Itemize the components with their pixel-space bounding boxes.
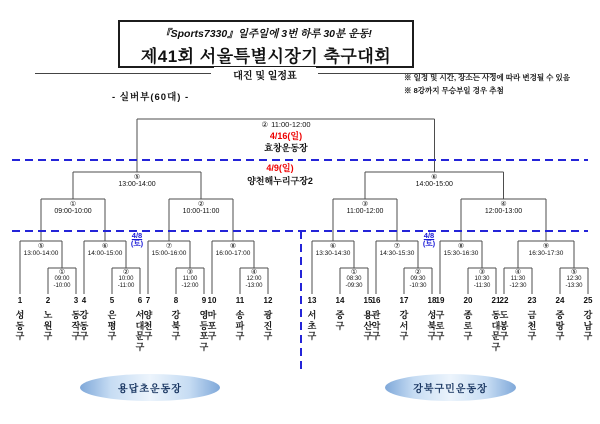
venue-oval-left: 용답초운동장 bbox=[80, 374, 220, 401]
team-number: 4 bbox=[81, 296, 87, 305]
r1-match-time: 11:30 bbox=[510, 276, 526, 282]
r1-match-time: 12:30 bbox=[566, 276, 582, 282]
r1-match-time: -09:30 bbox=[345, 282, 363, 289]
day1-weekday: (토) bbox=[130, 239, 144, 248]
team-name: 강 남 구 bbox=[583, 310, 593, 341]
day1-label-left bbox=[131, 232, 143, 248]
round1-match-label bbox=[565, 269, 582, 289]
venue-oval-right: 강북구민운동장 bbox=[385, 374, 516, 401]
r2-match-time: 15:00-16:00 bbox=[151, 250, 187, 257]
team-number: 15 bbox=[363, 296, 373, 305]
team-name: 종 로 구 bbox=[463, 310, 473, 341]
sf-match-time: 14:00-15:00 bbox=[415, 181, 453, 188]
round1-match-label bbox=[181, 269, 198, 289]
final-date: 4/16(일) bbox=[269, 131, 303, 141]
r1-match-time: -13:30 bbox=[565, 282, 583, 289]
tournament-title: 제41회 서울특별시장기 축구대회 bbox=[140, 47, 392, 66]
day1-label-right bbox=[423, 232, 435, 248]
r1-match-time: -10:00 bbox=[53, 282, 71, 289]
team-number: 2 bbox=[45, 296, 51, 305]
day1-date: 4/8 bbox=[423, 231, 435, 240]
final-match-number: ② bbox=[261, 120, 269, 129]
r1-match-number: ⑤ bbox=[570, 269, 578, 276]
final-block bbox=[261, 120, 310, 153]
r1-match-time: 10:00 bbox=[118, 276, 134, 282]
note-line: ※ 8강까지 무승부일 경우 추첨 bbox=[404, 86, 504, 95]
quarterfinal-match-label bbox=[347, 201, 384, 216]
team-name: 마 포 구 bbox=[207, 310, 217, 341]
round2-match-label bbox=[216, 243, 251, 258]
team-name: 영 등 포 구 bbox=[199, 310, 209, 352]
r1-match-number: ① bbox=[58, 269, 66, 276]
round1-match-label bbox=[53, 269, 70, 289]
quarterfinal-match-label bbox=[485, 201, 522, 216]
day1-date: 4/8 bbox=[131, 231, 143, 240]
qf-match-number: ④ bbox=[500, 201, 507, 208]
quarterfinal-match-label bbox=[183, 201, 220, 216]
quarterfinal-match-label bbox=[54, 201, 91, 216]
r2-match-number: ⑨ bbox=[542, 243, 550, 250]
semifinal-venue: 양천해누리구장2 bbox=[247, 176, 313, 186]
division-label: - 실버부(60대) - bbox=[112, 92, 190, 103]
round1-match-label bbox=[345, 269, 362, 289]
note-line: ※ 일정 및 시간, 장소는 사정에 따라 변경될 수 있음 bbox=[404, 73, 570, 82]
team-number: 22 bbox=[499, 296, 509, 305]
round1-match-label bbox=[409, 269, 426, 289]
team-number: 19 bbox=[435, 296, 445, 305]
team-name: 성 북 구 bbox=[427, 310, 437, 341]
qf-match-time: 09:00-10:00 bbox=[54, 208, 92, 215]
team-name: 송 파 구 bbox=[235, 310, 245, 341]
r2-match-time: 16:30-17:30 bbox=[528, 250, 564, 257]
r1-match-time: 11:00 bbox=[182, 276, 198, 282]
r1-match-time: 08:30 bbox=[346, 276, 362, 282]
team-name: 강 동 구 bbox=[79, 310, 89, 341]
r2-match-time: 16:00-17:00 bbox=[215, 250, 251, 257]
team-name: 도 봉 구 bbox=[499, 310, 509, 341]
round2-match-label bbox=[316, 243, 351, 258]
sf-match-time: 13:00-14:00 bbox=[118, 181, 156, 188]
round2-match-label bbox=[152, 243, 187, 258]
r1-match-time: 09:30 bbox=[410, 276, 426, 282]
team-name: 광 진 구 bbox=[263, 310, 273, 341]
qf-match-number: ② bbox=[197, 201, 205, 208]
r1-match-time: -11:00 bbox=[117, 282, 135, 289]
r1-match-number: ① bbox=[350, 269, 358, 276]
team-number: 10 bbox=[207, 296, 217, 305]
r1-match-number: ④ bbox=[250, 269, 258, 276]
day1-weekday: (토) bbox=[422, 239, 436, 248]
team-name: 용 산 구 bbox=[363, 310, 373, 341]
qf-match-number: ③ bbox=[361, 201, 369, 208]
team-number: 16 bbox=[371, 296, 381, 305]
team-name: 중 구 bbox=[335, 310, 345, 331]
r2-match-number: ⑧ bbox=[457, 243, 465, 250]
team-name: 서 대 문 구 bbox=[135, 310, 145, 352]
final-match-time bbox=[261, 120, 310, 129]
team-number: 6 bbox=[137, 296, 143, 305]
schedule-subtitle: 대진 및 일정표 bbox=[214, 67, 316, 82]
team-number: 18 bbox=[427, 296, 437, 305]
team-number: 3 bbox=[73, 296, 79, 305]
round2-match-label bbox=[444, 243, 479, 258]
r1-match-time: 09:00 bbox=[54, 276, 70, 282]
final-venue: 효창운동장 bbox=[264, 143, 308, 153]
tournament-slogan: 『Sports7330』일주일에 3번 하루 30분 운동! bbox=[160, 28, 372, 40]
r2-match-number: ⑥ bbox=[329, 243, 337, 250]
team-name: 중 랑 구 bbox=[555, 310, 565, 341]
r1-match-number: ③ bbox=[478, 269, 486, 276]
r2-match-number: ⑥ bbox=[101, 243, 109, 250]
team-name: 노 원 구 bbox=[43, 310, 53, 341]
semifinal-match-label bbox=[416, 174, 453, 189]
r1-match-time: 10:30 bbox=[474, 276, 490, 282]
r1-match-number: ② bbox=[122, 269, 130, 276]
team-name: 관 악 구 bbox=[371, 310, 381, 341]
team-name: 구 로 구 bbox=[435, 310, 445, 341]
sf-match-number: ⑥ bbox=[431, 174, 438, 181]
r1-match-time: -12:30 bbox=[509, 282, 527, 289]
team-name: 성 동 구 bbox=[15, 310, 25, 341]
team-number: 21 bbox=[491, 296, 501, 305]
sf-match-number: ⑤ bbox=[133, 174, 141, 181]
round2-match-label bbox=[88, 243, 123, 258]
team-number: 13 bbox=[307, 296, 317, 305]
r2-match-time: 13:30-14:30 bbox=[315, 250, 351, 257]
team-name: 은 평 구 bbox=[107, 310, 117, 341]
r2-match-time: 14:00-15:00 bbox=[87, 250, 123, 257]
qf-match-time: 11:00-12:00 bbox=[346, 208, 384, 215]
r1-match-number: ④ bbox=[514, 269, 522, 276]
team-number: 14 bbox=[335, 296, 345, 305]
r1-match-time: 12:00 bbox=[246, 276, 262, 282]
r1-match-time: -13:00 bbox=[245, 282, 263, 289]
round1-match-label bbox=[245, 269, 262, 289]
r2-match-number: ⑧ bbox=[229, 243, 237, 250]
r2-match-number: ⑦ bbox=[165, 243, 173, 250]
team-number: 8 bbox=[173, 296, 179, 305]
team-name: 동 작 구 bbox=[71, 310, 81, 341]
team-number: 12 bbox=[263, 296, 273, 305]
team-number: 1 bbox=[17, 296, 23, 305]
round2-match-label bbox=[529, 243, 564, 258]
r2-match-number: ⑦ bbox=[393, 243, 401, 250]
round2-match-label bbox=[24, 243, 59, 258]
round2-match-label bbox=[380, 243, 415, 258]
r1-match-number: ③ bbox=[186, 269, 194, 276]
semifinal-match-label bbox=[118, 174, 155, 189]
r1-match-number: ② bbox=[414, 269, 422, 276]
team-number: 11 bbox=[235, 296, 245, 305]
final-match-hours: 11:00-12:00 bbox=[271, 120, 311, 129]
r1-match-time: -11:30 bbox=[473, 282, 491, 289]
team-number: 9 bbox=[201, 296, 207, 305]
team-name: 양 천 구 bbox=[143, 310, 153, 341]
team-name: 동 대 문 구 bbox=[491, 310, 501, 352]
semifinal-date: 4/9(일) bbox=[266, 163, 294, 173]
team-number: 7 bbox=[145, 296, 151, 305]
round1-match-label bbox=[474, 269, 491, 289]
qf-match-number: ① bbox=[69, 201, 77, 208]
team-name: 금 천 구 bbox=[527, 310, 537, 341]
r2-match-time: 13:00-14:00 bbox=[23, 250, 59, 257]
qf-match-time: 10:00-11:00 bbox=[182, 208, 220, 215]
team-name: 강 서 구 bbox=[399, 310, 409, 341]
team-number: 5 bbox=[109, 296, 115, 305]
round1-match-label bbox=[118, 269, 135, 289]
team-number: 25 bbox=[583, 296, 593, 305]
r2-match-time: 15:30-16:30 bbox=[443, 250, 479, 257]
qf-match-time: 12:00-13:00 bbox=[484, 208, 523, 215]
team-number: 24 bbox=[555, 296, 565, 305]
round1-match-label bbox=[509, 269, 526, 289]
r1-match-time: -12:00 bbox=[181, 282, 199, 289]
team-number: 20 bbox=[463, 296, 473, 305]
team-name: 강 북 구 bbox=[171, 310, 181, 341]
r1-match-time: -10:30 bbox=[409, 282, 427, 289]
semifinal-day-block bbox=[247, 163, 313, 186]
r2-match-time: 14:30-15:30 bbox=[379, 250, 415, 257]
team-number: 17 bbox=[399, 296, 409, 305]
r2-match-number: ⑤ bbox=[37, 243, 45, 250]
team-number: 23 bbox=[527, 296, 537, 305]
team-name: 서 초 구 bbox=[307, 310, 317, 341]
